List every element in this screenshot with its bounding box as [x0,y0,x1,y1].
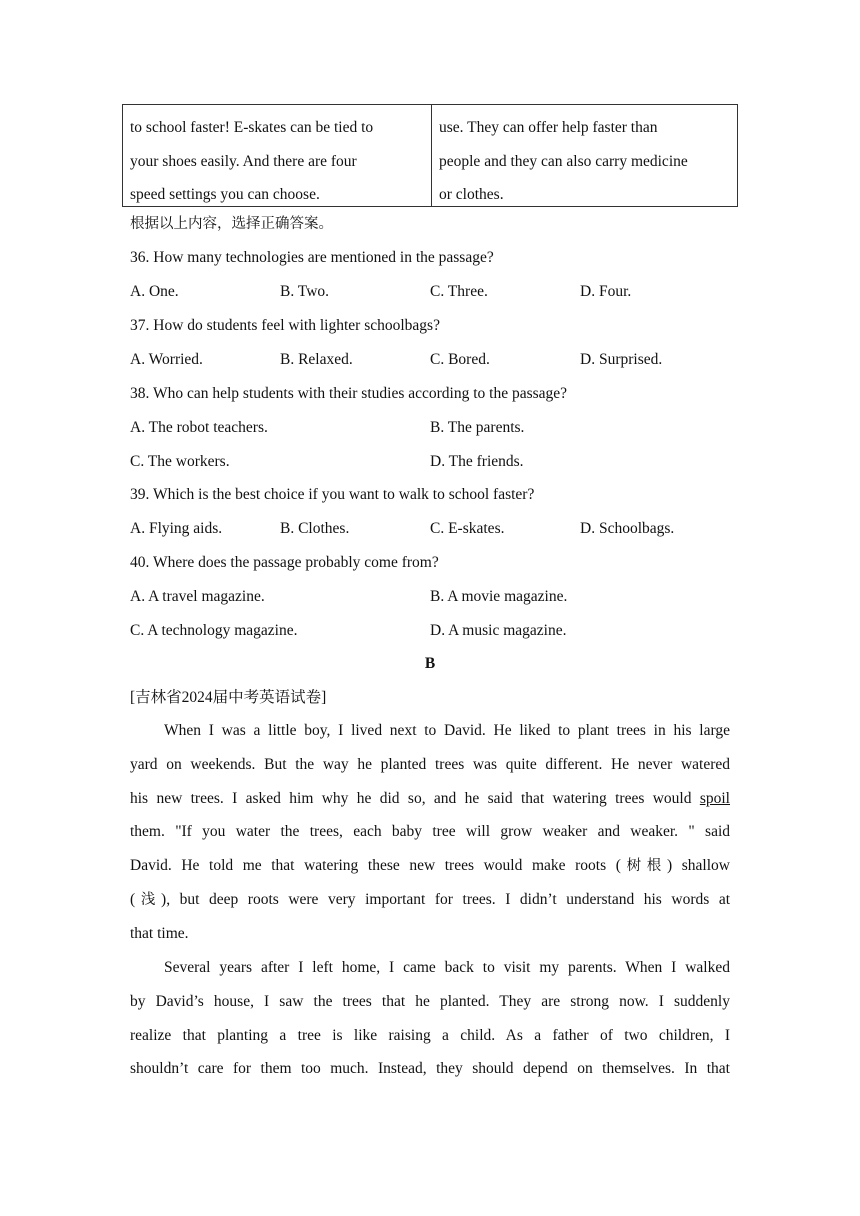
chinese-gloss: 树根 [620,858,668,875]
passage-line: shouldn’t care for them too much. Instead, they should depend on themselves. In that [130,1060,730,1078]
question-39-option-b[interactable]: B. Clothes. [280,520,350,537]
question-38-option-b[interactable]: B. The parents. [430,419,525,436]
question-40-option-d[interactable]: D. A music magazine. [430,622,567,639]
passage-line: that time. [130,924,189,942]
section-heading: B [424,655,436,672]
question-38-option-d[interactable]: D. The friends. [430,453,524,470]
table-cell-right [432,105,737,206]
question-39-stem: 39. Which is the best choice if you want to walk to school faster? [130,486,535,503]
section-source [130,688,326,708]
table-line: or clothes. [439,186,504,203]
passage-line: them. "If you water the trees, each baby tree will grow weaker and weaker. " said [130,823,730,841]
passage-text: his new trees. I asked him why he did so, and he said that watering trees would [130,789,700,807]
passage-line [130,782,730,816]
passage-table [122,104,738,207]
question-39-option-c[interactable]: C. E-skates. [430,520,505,537]
passage-line: Several years after I left home, I came back to visit my parents. When I walked [164,959,730,976]
question-36-option-a[interactable]: A. One. [130,283,179,300]
chinese-gloss: 浅 [135,891,162,908]
passage-line: by David’s house, I saw the trees that he planted. They are strong now. I suddenly [130,992,730,1010]
question-40-option-b[interactable]: B. A movie magazine. [430,588,568,605]
question-37-stem: 37. How do students feel with lighter schoolbags? [130,317,440,334]
table-line: use. They can offer help faster than [439,119,658,136]
passage-text: David. He told me that watering these new trees would make roots ( [130,857,621,875]
question-36-option-b[interactable]: B. Two. [280,283,330,300]
instruction-text: 根据以上内容，选择正确答案。 [130,216,333,232]
passage-line [130,849,730,883]
question-40-option-a[interactable]: A. A travel magazine. [130,588,265,605]
question-37-option-c[interactable]: C. Bored. [430,351,490,368]
passage-text: ( [130,890,136,908]
question-39-option-a[interactable]: A. Flying aids. [130,520,223,537]
table-line: speed settings you can choose. [130,186,320,203]
question-39-option-d[interactable]: D. Schoolbags. [580,520,675,537]
question-38-option-c[interactable]: C. The workers. [130,453,230,470]
table-cell-left [123,105,432,206]
question-36-option-d[interactable]: D. Four. [580,283,632,300]
passage-line: When I was a little boy, I lived next to David. He liked to plant trees in his large [164,722,730,739]
passage-text: ), but deep roots were very important for trees. I didn’t understand his words at [161,890,731,908]
underlined-word: spoil [699,789,730,807]
passage-paragraph-2 [130,951,730,1086]
question-37-option-b[interactable]: B. Relaxed. [280,351,353,368]
passage-paragraph-1 [130,714,730,951]
question-40-option-c[interactable]: C. A technology magazine. [130,622,298,639]
question-36-option-c[interactable]: C. Three. [430,283,488,300]
passage-text: ) shallow [667,857,730,875]
question-36-stem: 36. How many technologies are mentioned in the passage? [130,249,494,266]
question-37-option-d[interactable]: D. Surprised. [580,351,663,368]
question-38-stem: 38. Who can help students with their studies according to the passage? [130,385,568,402]
passage-line: yard on weekends. But the way he planted trees was quite different. He never watered [130,755,730,773]
passage-line: realize that planting a tree is like raising a child. As a father of two children, I [130,1026,730,1044]
table-line: your shoes easily. And there are four [130,152,357,170]
question-40-stem: 40. Where does the passage probably come from? [130,554,439,571]
table-line: to school faster! E-skates can be tied to [130,119,374,136]
section-source-text: [吉林省2024届中考英语试卷] [130,689,327,706]
table-line: people and they can also carry medicine [439,152,688,170]
question-38-option-a[interactable]: A. The robot teachers. [130,419,268,436]
question-37-option-a[interactable]: A. Worried. [130,351,203,368]
passage-line [130,883,730,917]
